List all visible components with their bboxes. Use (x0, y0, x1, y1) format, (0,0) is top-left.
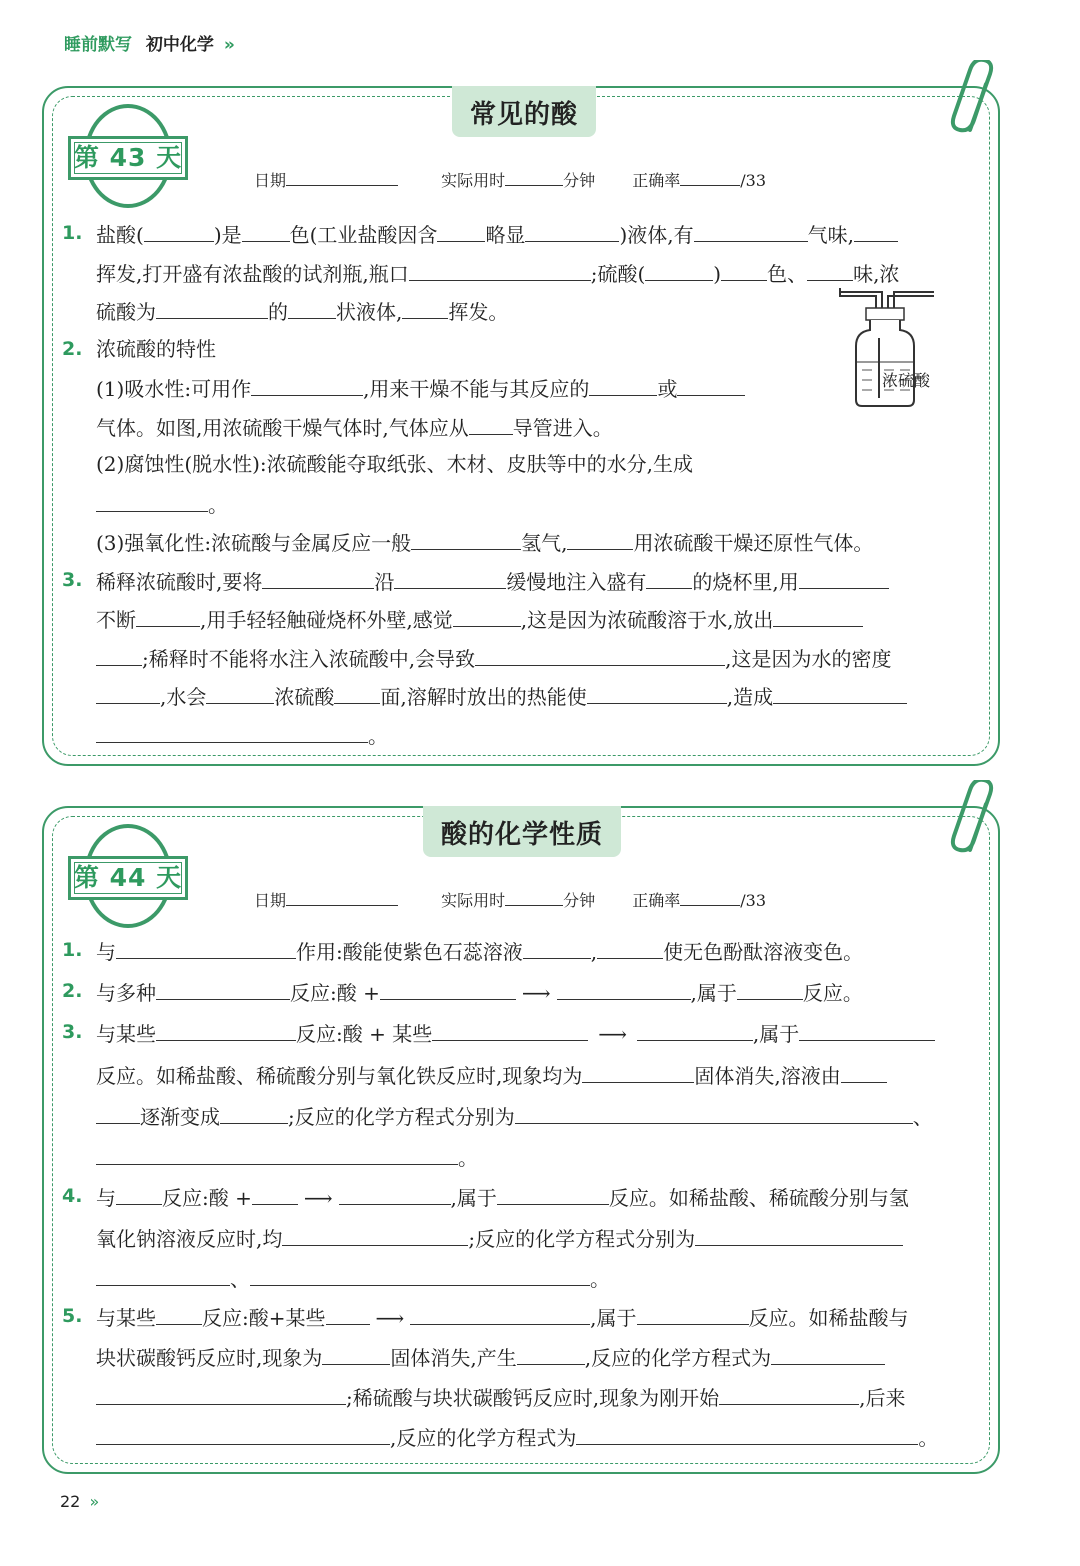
question-2-line-3 (96, 452, 693, 476)
question-text: ,这是因为水的密度 (725, 647, 892, 671)
answer-blank[interactable] (156, 1304, 202, 1325)
date-label: 日期 (254, 891, 287, 910)
question-text: 硫酸为 (96, 300, 156, 324)
question-text: ,水会 (160, 685, 207, 709)
accuracy-blank[interactable] (680, 889, 740, 906)
question-text: 。 (208, 493, 228, 517)
paperclip-icon (950, 780, 1002, 858)
minutes-label: 分钟 (563, 171, 596, 190)
question-text: ,这是因为浓硫酸溶于水,放出 (520, 608, 774, 632)
question-text: 色(工业盐酸因含 (289, 223, 438, 247)
question-text: 状液体, (336, 300, 403, 324)
question-text: ,反应的化学方程式为 (584, 1346, 772, 1370)
answer-blank[interactable] (96, 645, 142, 666)
question-text: 反应:酸 + (162, 1186, 252, 1210)
card-title: 酸的化学性质 (423, 806, 621, 857)
question-number: 3. (62, 569, 83, 591)
answer-blank[interactable] (251, 375, 363, 396)
answer-blank[interactable] (334, 683, 380, 704)
total-count: /33 (740, 171, 766, 190)
answer-blank[interactable] (402, 298, 448, 319)
answer-blank[interactable] (411, 529, 521, 550)
total-count: /33 (740, 891, 766, 910)
question-text: 逐渐变成 (140, 1105, 220, 1129)
question-text: 稀释浓硫酸时,要将 (96, 570, 263, 594)
answer-blank[interactable] (557, 979, 691, 1000)
time-blank[interactable] (505, 169, 563, 186)
question-text: 使无色酚酞溶液变色。 (663, 940, 864, 964)
answer-blank[interactable] (96, 722, 368, 743)
answer-blank[interactable] (523, 938, 591, 959)
meta-row (254, 888, 766, 911)
answer-blank[interactable] (250, 1265, 590, 1286)
answer-blank[interactable] (695, 1225, 903, 1246)
chevron-right-icon: » (223, 35, 235, 55)
question-3-line-2 (96, 606, 863, 632)
answer-blank[interactable] (252, 1184, 298, 1205)
question-4 (62, 1184, 909, 1210)
question-2-line-4 (96, 491, 228, 517)
answer-blank[interactable] (469, 414, 513, 435)
question-text: ) (713, 262, 722, 286)
accuracy-blank[interactable] (680, 169, 740, 186)
question-text: 反应。如稀盐酸与 (748, 1306, 909, 1330)
question-number: 2. (62, 338, 83, 360)
question-text: 的烧杯里,用 (692, 570, 799, 594)
time-label: 实际用时 (441, 891, 506, 910)
answer-blank[interactable] (497, 1184, 609, 1205)
question-text: ;硫酸( (590, 262, 646, 286)
question-5-line-4 (96, 1424, 938, 1450)
question-1-line-2 (96, 260, 899, 286)
question-text: 沿 (374, 570, 395, 594)
question-text: (2)腐蚀性(脱水性):浓硫酸能夺取纸张、木材、皮肤等中的水分,生成 (96, 452, 694, 476)
question-text: 挥发,打开盛有浓盐酸的试剂瓶,瓶口 (96, 262, 409, 286)
question-number: 4. (62, 1185, 83, 1207)
question-2-line-2 (96, 414, 613, 440)
question-text: 挥发。 (448, 300, 509, 324)
answer-blank[interactable] (576, 1424, 918, 1445)
answer-blank[interactable] (582, 1062, 694, 1083)
question-text: 与 (96, 940, 116, 964)
accuracy-label: 正确率 (632, 891, 681, 910)
minutes-label: 分钟 (563, 891, 596, 910)
question-number: 5. (62, 1305, 83, 1327)
question-text: 浓硫酸 (274, 685, 335, 709)
question-text: 盐酸( (96, 223, 144, 247)
question-text: ⟶ (521, 981, 551, 1005)
question-text: 与 (96, 1186, 116, 1210)
question-1-line-3 (96, 298, 508, 324)
answer-blank[interactable] (475, 645, 725, 666)
question-2-line-5 (96, 529, 873, 555)
paperclip-icon (950, 60, 1002, 138)
answer-blank[interactable] (136, 606, 200, 627)
question-text: 面,溶解时放出的热能使 (380, 685, 587, 709)
question-3-line-3 (96, 1103, 933, 1129)
question-3-line-5 (96, 722, 388, 748)
question-text: 浓硫酸的特性 (96, 337, 216, 361)
question-text: (1)吸水性:可用作 (96, 377, 252, 401)
answer-blank[interactable] (206, 683, 274, 704)
day-badge (68, 104, 188, 212)
question-text: ,属于 (752, 1022, 800, 1046)
answer-blank[interactable] (262, 568, 374, 589)
answer-blank[interactable] (156, 298, 268, 319)
time-blank[interactable] (505, 889, 563, 906)
question-text: 与多种 (96, 981, 156, 1005)
question-text: 作用:酸能使紫色石蕊溶液 (296, 940, 523, 964)
question-2 (62, 337, 216, 361)
subject-title: 初中化学 (145, 35, 214, 55)
question-text: , (590, 940, 598, 964)
day-label: 第 44 天 (73, 863, 183, 892)
answer-blank[interactable] (144, 221, 214, 242)
answer-blank[interactable] (156, 979, 290, 1000)
question-text: 氧化钠溶液反应时,均 (96, 1227, 283, 1251)
question-text: )是 (213, 223, 242, 247)
question-text: 反应。如稀盐酸、稀硫酸分别与氧化铁反应时,现象均为 (96, 1064, 583, 1088)
question-text: 或 (657, 377, 678, 401)
answer-blank[interactable] (432, 1020, 588, 1041)
answer-blank[interactable] (694, 221, 808, 242)
answer-blank[interactable] (453, 606, 521, 627)
question-text: 用浓硫酸干燥还原性气体。 (633, 531, 874, 555)
answer-blank[interactable] (326, 1304, 370, 1325)
question-number: 1. (62, 222, 83, 244)
question-text: 。 (368, 724, 388, 748)
answer-blank[interactable] (96, 491, 208, 512)
answer-blank[interactable] (646, 568, 692, 589)
answer-blank[interactable] (96, 1424, 390, 1445)
answer-blank[interactable] (96, 1265, 230, 1286)
question-4-line-2 (96, 1225, 903, 1251)
question-text: ;稀释时不能将水注入浓硫酸中,会导致 (142, 647, 476, 671)
question-text: 与某些 (96, 1022, 156, 1046)
question-text: 导管进入。 (512, 416, 613, 440)
question-text: 反应:酸 + 某些 (296, 1022, 433, 1046)
question-text: 固体消失,溶液由 (694, 1064, 841, 1088)
answer-blank[interactable] (773, 683, 907, 704)
answer-blank[interactable] (799, 568, 889, 589)
question-2-line-1 (96, 375, 745, 401)
question-text: ,反应的化学方程式为 (390, 1426, 577, 1450)
answer-blank[interactable] (242, 221, 290, 242)
answer-blank[interactable] (116, 1184, 162, 1205)
answer-blank[interactable] (410, 1304, 590, 1325)
question-text: )液体,有 (619, 223, 694, 247)
question-text: ,属于 (450, 1186, 497, 1210)
answer-blank[interactable] (96, 683, 160, 704)
question-text: 色、 (767, 262, 808, 286)
answer-blank[interactable] (719, 1384, 859, 1405)
answer-blank[interactable] (220, 1103, 288, 1124)
question-text: 。 (918, 1426, 939, 1450)
accuracy-label: 正确率 (632, 171, 681, 190)
answer-blank[interactable] (771, 1344, 885, 1365)
question-text: 固体消失,产生 (390, 1346, 517, 1370)
question-text: 。 (590, 1267, 610, 1291)
question-1 (62, 938, 864, 964)
question-text: 、 (912, 1105, 933, 1129)
question-text: (3)强氧化性:浓硫酸与金属反应一般 (96, 531, 412, 555)
answer-blank[interactable] (737, 979, 803, 1000)
answer-blank[interactable] (96, 1103, 140, 1124)
question-text: ⟶ (303, 1186, 333, 1210)
gas-washing-bottle-icon (800, 282, 980, 412)
question-text: 。 (458, 1146, 478, 1170)
question-text: ,用来干燥不能与其反应的 (363, 377, 590, 401)
question-text: ;稀硫酸与块状碳酸钙反应时,现象为刚开始 (346, 1386, 720, 1410)
question-text: ,属于 (590, 1306, 637, 1330)
date-label: 日期 (254, 171, 287, 190)
question-text: ,属于 (690, 981, 737, 1005)
answer-blank[interactable] (156, 1020, 296, 1041)
answer-blank[interactable] (288, 298, 336, 319)
day-badge (68, 824, 188, 932)
question-4-line-3 (96, 1265, 610, 1291)
answer-blank[interactable] (409, 260, 591, 281)
question-3-line-3 (96, 645, 891, 671)
page-number: 22 (60, 1492, 81, 1511)
answer-blank[interactable] (394, 568, 506, 589)
date-blank[interactable] (286, 169, 398, 186)
bottle-label: 浓硫酸 (882, 371, 931, 390)
question-5-line-2 (96, 1344, 885, 1370)
answer-blank[interactable] (567, 529, 633, 550)
question-3-line-4 (96, 1144, 478, 1170)
page-header (64, 30, 235, 55)
answer-blank[interactable] (96, 1384, 346, 1405)
answer-blank[interactable] (525, 221, 619, 242)
answer-blank[interactable] (116, 938, 296, 959)
question-3 (62, 568, 889, 594)
answer-blank[interactable] (841, 1062, 887, 1083)
question-text: 缓慢地注入盛有 (506, 570, 647, 594)
card-title: 常见的酸 (452, 86, 596, 137)
question-text: ⟶ (598, 1022, 627, 1046)
question-text: ,后来 (859, 1386, 906, 1410)
question-text: ;反应的化学方程式分别为 (288, 1105, 515, 1129)
answer-blank[interactable] (589, 375, 657, 396)
answer-blank[interactable] (645, 260, 713, 281)
question-text: 气体。如图,用浓硫酸干燥气体时,气体应从 (96, 416, 469, 440)
answer-blank[interactable] (380, 979, 516, 1000)
answer-blank[interactable] (773, 606, 863, 627)
day-label: 第 43 天 (73, 143, 183, 172)
answer-blank[interactable] (721, 260, 767, 281)
answer-blank[interactable] (437, 221, 485, 242)
question-3-line-4 (96, 683, 907, 709)
question-number: 3. (62, 1021, 83, 1043)
question-1 (62, 221, 898, 247)
question-text: 反应。如稀盐酸、稀硫酸分别与氢 (608, 1186, 909, 1210)
date-blank[interactable] (286, 889, 398, 906)
question-number: 1. (62, 939, 83, 961)
answer-blank[interactable] (322, 1344, 390, 1365)
question-text: 与某些 (96, 1306, 156, 1330)
question-text: 略显 (485, 223, 526, 247)
worksheet-card-day-43 (42, 86, 1000, 766)
question-text: ⟶ (375, 1306, 405, 1330)
answer-blank[interactable] (515, 1103, 913, 1124)
answer-blank[interactable] (677, 375, 745, 396)
question-text: 的 (268, 300, 288, 324)
question-text: 块状碳酸钙反应时,现象为 (96, 1346, 323, 1370)
question-text: 、 (230, 1267, 250, 1291)
question-text: 反应:酸+某些 (202, 1306, 326, 1330)
answer-blank[interactable] (807, 260, 853, 281)
answer-blank[interactable] (587, 683, 727, 704)
question-number: 2. (62, 980, 83, 1002)
time-label: 实际用时 (441, 171, 506, 190)
answer-blank[interactable] (637, 1020, 753, 1041)
question-text: ;反应的化学方程式分别为 (468, 1227, 696, 1251)
question-2 (62, 979, 863, 1005)
answer-blank[interactable] (282, 1225, 468, 1246)
question-text: 反应。 (802, 981, 863, 1005)
worksheet-card-day-44 (42, 806, 1000, 1474)
question-text: 气味, (807, 223, 854, 247)
chevron-right-icon: » (89, 1492, 100, 1511)
question-text: ,造成 (726, 685, 774, 709)
question-text: 反应:酸 + (290, 981, 380, 1005)
question-5-line-3 (96, 1384, 905, 1410)
answer-blank[interactable] (637, 1304, 749, 1325)
question-5 (62, 1304, 909, 1330)
answer-blank[interactable] (597, 938, 663, 959)
question-3 (62, 1020, 935, 1046)
answer-blank[interactable] (96, 1144, 458, 1165)
page-footer (60, 1492, 99, 1511)
series-title: 睡前默写 (64, 35, 132, 55)
answer-blank[interactable] (854, 221, 898, 242)
question-text: ,用手轻轻触碰烧杯外壁,感觉 (200, 608, 453, 632)
answer-blank[interactable] (517, 1344, 585, 1365)
answer-blank[interactable] (799, 1020, 935, 1041)
question-text: 不断 (96, 608, 136, 632)
question-text: 氢气, (521, 531, 568, 555)
question-3-line-2 (96, 1062, 887, 1088)
meta-row (254, 168, 766, 191)
question-text: 味,浓 (853, 262, 900, 286)
answer-blank[interactable] (339, 1184, 451, 1205)
